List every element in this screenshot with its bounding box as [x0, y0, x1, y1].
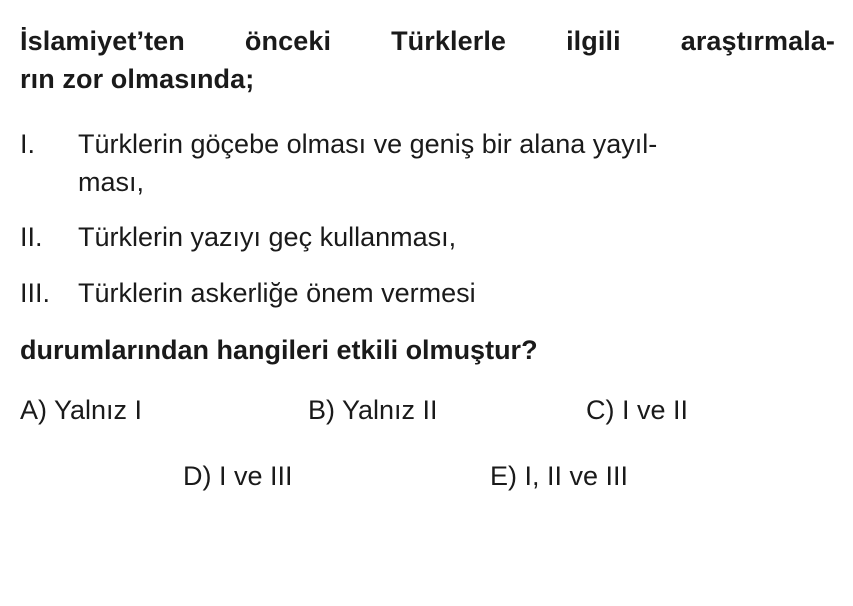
roman-numeral-3: III.	[20, 277, 51, 308]
question-stem	[20, 22, 835, 99]
question-stem-line-1: İslamiyet’ten önceki Türklerle ilgili araştırmala-	[20, 26, 835, 56]
choice-b[interactable]: B) Yalnız II	[308, 394, 438, 425]
choice-c[interactable]: C) I ve II	[586, 394, 689, 425]
choices-row-first	[20, 392, 827, 430]
choice-a[interactable]: A) Yalnız I	[20, 394, 143, 425]
roman-text-1-line-2: ması,	[78, 166, 145, 197]
question-prompt: durumlarından hangileri etkili olmuştur?	[20, 334, 538, 365]
roman-numeral-1: I.	[20, 128, 36, 159]
list-item	[20, 125, 827, 202]
choice-e[interactable]: E) I, II ve III	[490, 460, 629, 491]
roman-text-3: Türklerin askerliğe önem vermesi	[78, 277, 476, 308]
roman-text-1	[78, 125, 827, 202]
list-item	[20, 274, 827, 312]
question-stem-line-2: rın zor olmasında;	[20, 64, 255, 95]
roman-statement-list	[20, 125, 827, 312]
choices-row-second	[20, 458, 827, 496]
choice-d[interactable]: D) I ve III	[183, 460, 293, 491]
roman-numeral-2: II.	[20, 222, 43, 253]
roman-text-1-line-1: Türklerin göçebe olması ve geniş bir alana yayıl-	[78, 128, 658, 159]
list-item	[20, 218, 827, 256]
roman-text-2: Türklerin yazıyı geç kullanması,	[78, 222, 457, 253]
